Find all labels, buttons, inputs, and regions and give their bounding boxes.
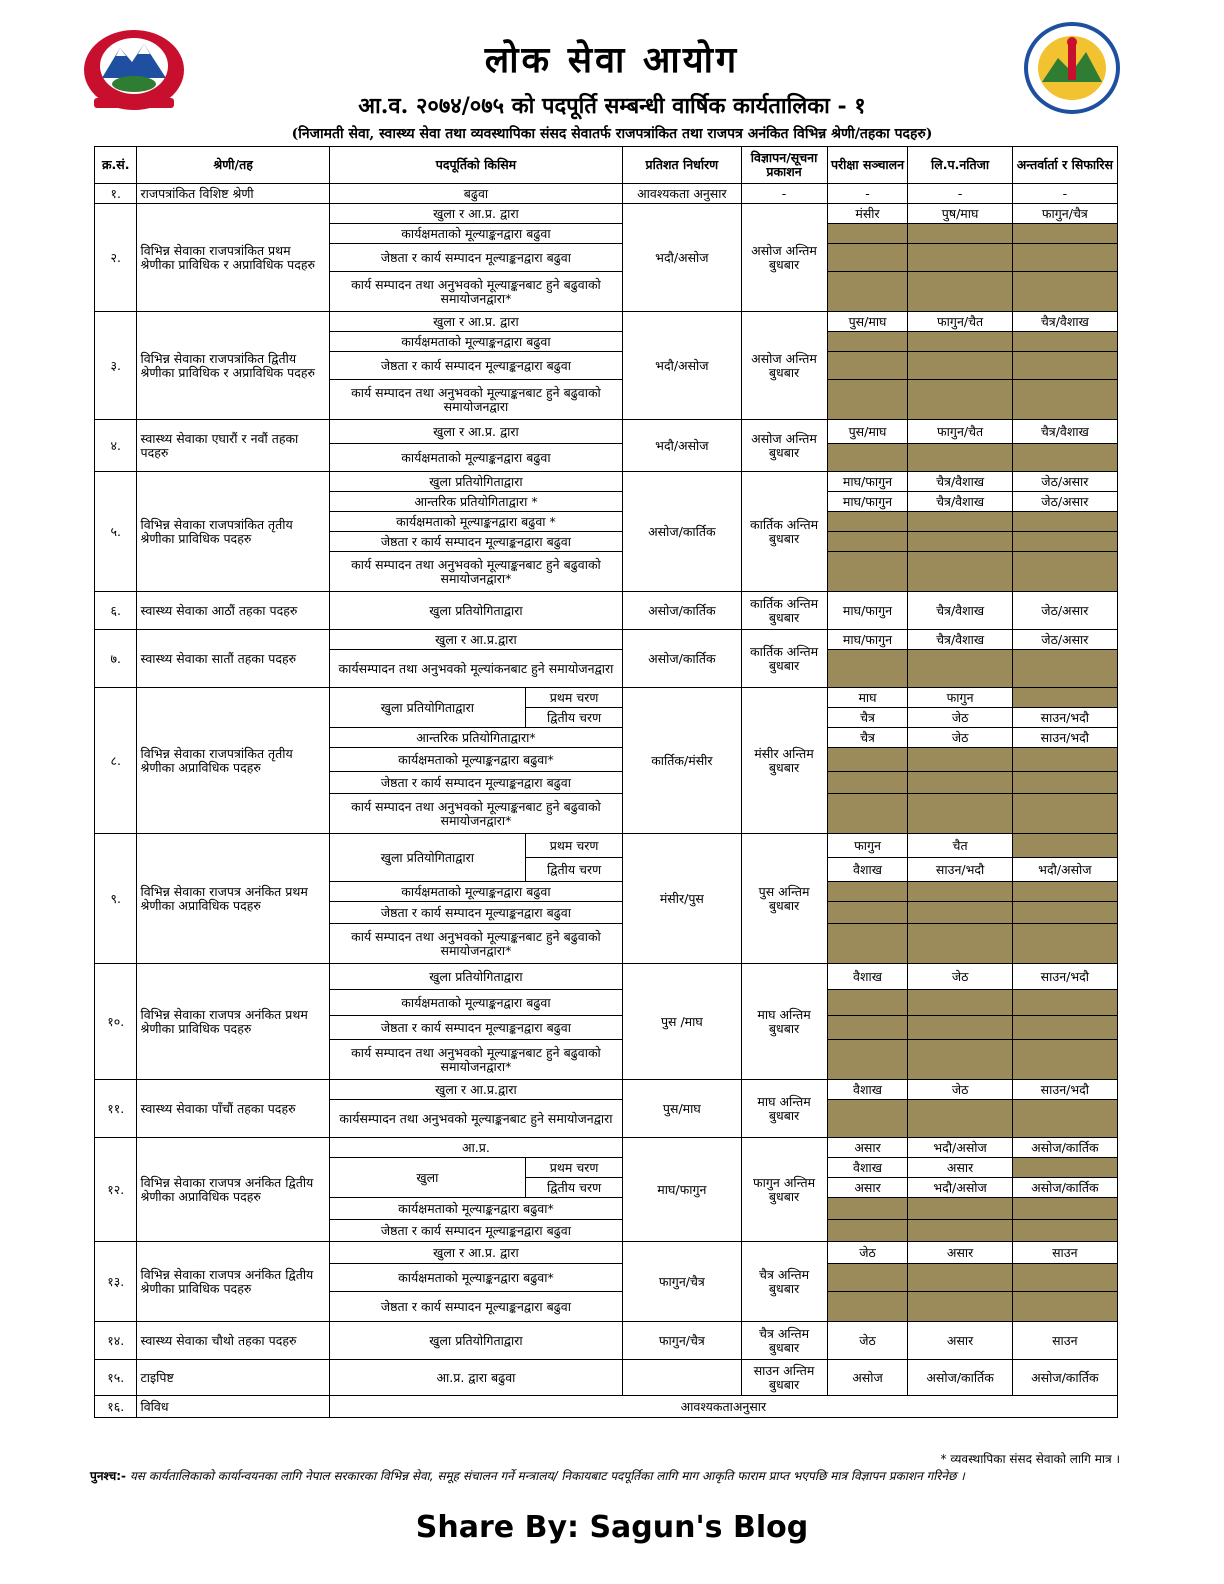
- shaded-cell: [908, 924, 1012, 964]
- result-value: जेठ: [908, 728, 1012, 748]
- row-sn: १२.: [95, 1138, 137, 1242]
- exam-value: माघ/फागुन: [827, 492, 908, 512]
- shaded-cell: [1012, 924, 1117, 964]
- interview-value: साउन/भदौ: [1012, 1080, 1117, 1100]
- recruitment-type: खुला र आ.प्र. द्वारा: [329, 1242, 622, 1264]
- result-value: भदौ/असोज: [908, 1138, 1012, 1158]
- shaded-cell: [827, 512, 908, 532]
- shaded-cell: [827, 272, 908, 312]
- header-exam: परीक्षा सञ्चालन: [827, 147, 908, 184]
- shaded-cell: [1012, 688, 1117, 708]
- interview-value: जेठ/असार: [1012, 492, 1117, 512]
- shaded-cell: [827, 444, 908, 472]
- shaded-cell: [827, 224, 908, 244]
- recruitment-type: जेष्ठता र कार्य सम्पादन मूल्याङ्कनद्वारा बढुवा: [329, 772, 622, 794]
- recruitment-type: कार्यक्षमताको मूल्याङ्कनद्वारा बढुवा*: [329, 748, 622, 772]
- row-percentage: आवश्यकता अनुसार: [623, 184, 741, 204]
- exam-value: फागुन: [827, 834, 908, 858]
- exam-value: वैशाख: [827, 964, 908, 990]
- recruitment-type: खुला र आ.प्र. द्वारा: [329, 204, 622, 224]
- row-sn: १.: [95, 184, 137, 204]
- shaded-cell: [1012, 1016, 1117, 1040]
- recruitment-type: खुला प्रतियोगिताद्वारा: [329, 592, 622, 630]
- shaded-cell: [908, 882, 1012, 902]
- result-value: चैत्र/वैशाख: [908, 592, 1012, 630]
- interview-value: भदौ/असोज: [1012, 858, 1117, 882]
- exam-value: चैत्र: [827, 728, 908, 748]
- interview-value: साउन: [1012, 1322, 1117, 1360]
- table-row: [95, 1360, 1118, 1396]
- row-advertisement: असोज अन्तिम बुधबार: [741, 204, 827, 312]
- exam-value: माघ/फागुन: [827, 592, 908, 630]
- postscript-label: पुनश्च:-: [90, 1469, 126, 1483]
- recruitment-stage: प्रथम चरण: [526, 834, 623, 858]
- table-row: [95, 1322, 1118, 1360]
- row-sn: ११.: [95, 1080, 137, 1138]
- row-category: विभिन्न सेवाका राजपत्रांकित द्वितीय श्रेणीका प्राविधिक र अप्राविधिक पदहरु: [137, 312, 329, 420]
- row-percentage: असोज/कार्तिक: [623, 592, 741, 630]
- shaded-cell: [908, 244, 1012, 272]
- table-row: [95, 1080, 1118, 1100]
- row-advertisement: असोज अन्तिम बुधबार: [741, 312, 827, 420]
- shaded-cell: [908, 1100, 1012, 1138]
- interview-value: जेठ/असार: [1012, 630, 1117, 650]
- shaded-cell: [908, 1292, 1012, 1322]
- recruitment-stage: द्वितीय चरण: [526, 1178, 623, 1198]
- result-value: भदौ/असोज: [908, 1178, 1012, 1198]
- row-percentage: पुस /माघ: [623, 964, 741, 1080]
- result-value: असार: [908, 1158, 1012, 1178]
- header-advertisement: विज्ञापन/सूचना प्रकाशन: [741, 147, 827, 184]
- shaded-cell: [908, 272, 1012, 312]
- recruitment-stage: द्वितीय चरण: [526, 708, 623, 728]
- row-category: विविध: [137, 1396, 329, 1418]
- row-category: राजपत्रांकित विशिष्ट श्रेणी: [137, 184, 329, 204]
- shaded-cell: [827, 352, 908, 380]
- shaded-cell: [908, 532, 1012, 552]
- row-advertisement: माघ अन्तिम बुधबार: [741, 1080, 827, 1138]
- exam-value: असोज: [827, 1360, 908, 1396]
- shaded-cell: [908, 1220, 1012, 1242]
- row-category: विभिन्न सेवाका राजपत्र अनंकित प्रथम श्रेणीका प्राविधिक पदहरु: [137, 964, 329, 1080]
- row-sn: १०.: [95, 964, 137, 1080]
- shaded-cell: [827, 1292, 908, 1322]
- interview-value: असोज/कार्तिक: [1012, 1178, 1117, 1198]
- shaded-cell: [1012, 990, 1117, 1016]
- interview-value: साउन/भदौ: [1012, 728, 1117, 748]
- shaded-cell: [827, 1040, 908, 1080]
- shaded-cell: [1012, 512, 1117, 532]
- shaded-cell: [1012, 834, 1117, 858]
- interview-value: -: [1012, 184, 1117, 204]
- row-percentage: पुस/माघ: [623, 1080, 741, 1138]
- recruitment-type: जेष्ठता र कार्य सम्पादन मूल्याङ्कनद्वारा बढुवा: [329, 902, 622, 924]
- recruitment-type: खुला प्रतियोगिताद्वारा: [329, 834, 525, 882]
- exam-value: मंसीर: [827, 204, 908, 224]
- shaded-cell: [827, 772, 908, 794]
- row-category: विभिन्न सेवाका राजपत्र अनंकित द्वितीय श्रेणीका प्राविधिक पदहरु: [137, 1242, 329, 1322]
- table-row: [95, 834, 1118, 858]
- recruitment-type: खुला र आ.प्र. द्वारा: [329, 420, 622, 444]
- schedule-table: [94, 146, 1118, 1418]
- exam-value: वैशाख: [827, 858, 908, 882]
- row-category: विभिन्न सेवाका राजपत्रांकित तृतीय श्रेणीका अप्राविधिक पदहरु: [137, 688, 329, 834]
- shaded-cell: [1012, 352, 1117, 380]
- row-percentage: भदौ/असोज: [623, 312, 741, 420]
- row-category: स्वास्थ्य सेवाका आठौं तहका पदहरु: [137, 592, 329, 630]
- row-category: स्वास्थ्य सेवाका चौथो तहका पदहरु: [137, 1322, 329, 1360]
- result-value: -: [908, 184, 1012, 204]
- interview-value: फागुन/चैत्र: [1012, 204, 1117, 224]
- table-row: [95, 184, 1118, 204]
- shaded-cell: [1012, 902, 1117, 924]
- row-category: टाइपिष्ट: [137, 1360, 329, 1396]
- recruitment-type: खुला र आ.प्र. द्वारा: [329, 312, 622, 332]
- row-sn: ४.: [95, 420, 137, 472]
- recruitment-type: कार्यक्षमताको मूल्याङ्कनद्वारा बढुवा: [329, 224, 622, 244]
- exam-value: वैशाख: [827, 1158, 908, 1178]
- shaded-cell: [908, 794, 1012, 834]
- exam-value: असार: [827, 1178, 908, 1198]
- interview-value: जेठ/असार: [1012, 592, 1117, 630]
- shaded-cell: [908, 1198, 1012, 1220]
- exam-value: माघ/फागुन: [827, 472, 908, 492]
- exam-value: माघ: [827, 688, 908, 708]
- row-percentage: भदौ/असोज: [623, 204, 741, 312]
- shaded-cell: [1012, 748, 1117, 772]
- recruitment-type: जेष्ठता र कार्य सम्पादन मूल्याङ्कनद्वारा बढुवा: [329, 244, 622, 272]
- table-row: [95, 1396, 1118, 1418]
- interview-value: चैत्र/वैशाख: [1012, 420, 1117, 444]
- table-row: [95, 688, 1118, 708]
- row-sn: ९.: [95, 834, 137, 964]
- row-sn: ७.: [95, 630, 137, 688]
- recruitment-type: कार्य सम्पादन तथा अनुभवको मूल्याङ्कनबाट हुने बढुवाको समायोजनद्वारा*: [329, 272, 622, 312]
- interview-value: असोज/कार्तिक: [1012, 1138, 1117, 1158]
- interview-value: चैत्र/वैशाख: [1012, 312, 1117, 332]
- share-credit: Share By: Sagun's Blog: [415, 1510, 809, 1545]
- result-value: असार: [908, 1242, 1012, 1264]
- shaded-cell: [1012, 272, 1117, 312]
- table-row: [95, 964, 1118, 990]
- shaded-cell: [908, 224, 1012, 244]
- header-sn: क्र.सं.: [95, 147, 137, 184]
- postscript-text: यस कार्यतालिकाको कार्यान्वयनका लागि नेपाल सरकारका विभिन्न सेवा, समूह संचालन गर्ने मन्त्रालय/ निकायबाट पदपूर्तिका लागि माग आकृति फाराम प्राप्त भएपछि मात्र विज्ञापन प्रकाशन गरिनेछ ।: [129, 1469, 965, 1483]
- interview-value: साउन: [1012, 1242, 1117, 1264]
- shaded-cell: [1012, 244, 1117, 272]
- row-percentage: असोज/कार्तिक: [623, 472, 741, 592]
- shaded-cell: [908, 650, 1012, 688]
- recruitment-type: कार्यक्षमताको मूल्याङ्कनद्वारा बढुवा: [329, 882, 622, 902]
- exam-value: जेठ: [827, 1242, 908, 1264]
- shaded-cell: [1012, 794, 1117, 834]
- shaded-cell: [1012, 1264, 1117, 1292]
- interview-value: साउन/भदौ: [1012, 708, 1117, 728]
- page-subtitle: आ.व. २०७४/०७५ को पदपूर्ति सम्बन्धी वार्षिक कार्यतालिका - १: [358, 93, 866, 119]
- recruitment-type: कार्यक्षमताको मूल्याङ्कनद्वारा बढुवा: [329, 444, 622, 472]
- row-percentage: [623, 1360, 741, 1396]
- recruitment-type: कार्य सम्पादन तथा अनुभवको मूल्याङ्कनबाट हुने बढुवाको समायोजनद्वारा*: [329, 924, 622, 964]
- recruitment-type: खुला र आ.प्र.द्वारा: [329, 630, 622, 650]
- row-category: विभिन्न सेवाका राजपत्रांकित प्रथम श्रेणीका प्राविधिक र अप्राविधिक पदहरु: [137, 204, 329, 312]
- row-category: स्वास्थ्य सेवाका पाँचौं तहका पदहरु: [137, 1080, 329, 1138]
- recruitment-stage: प्रथम चरण: [526, 1158, 623, 1178]
- row-advertisement: चैत्र अन्तिम बुधबार: [741, 1242, 827, 1322]
- recruitment-type: आ.प्र.: [329, 1138, 622, 1158]
- shaded-cell: [908, 512, 1012, 532]
- shaded-cell: [827, 244, 908, 272]
- shaded-cell: [908, 332, 1012, 352]
- table-row: [95, 204, 1118, 224]
- shaded-cell: [827, 902, 908, 924]
- recruitment-type: कार्यक्षमताको मूल्याङ्कनद्वारा बढुवा: [329, 990, 622, 1016]
- row-advertisement: मंसीर अन्तिम बुधबार: [741, 688, 827, 834]
- row-advertisement: चैत्र अन्तिम बुधबार: [741, 1322, 827, 1360]
- row-percentage: माघ/फागुन: [623, 1138, 741, 1242]
- recruitment-type: कार्य सम्पादन तथा अनुभवको मूल्याङ्कनबाट हुने बढुवाको समायोजनद्वारा*: [329, 794, 622, 834]
- recruitment-type: कार्य सम्पादन तथा अनुभवको मूल्याङ्कनबाट हुने बढुवाको समायोजनद्वारा*: [329, 552, 622, 592]
- header-percentage: प्रतिशत निर्धारण: [623, 147, 741, 184]
- result-value: फागुन: [908, 688, 1012, 708]
- recruitment-type: कार्यक्षमताको मूल्याङ्कनद्वारा बढुवा: [329, 332, 622, 352]
- row-advertisement: -: [741, 184, 827, 204]
- shaded-cell: [908, 1040, 1012, 1080]
- shaded-cell: [1012, 1040, 1117, 1080]
- result-value: असार: [908, 1322, 1012, 1360]
- shaded-cell: [1012, 1158, 1117, 1178]
- shaded-cell: [1012, 224, 1117, 244]
- recruitment-type: खुला र आ.प्र.द्वारा: [329, 1080, 622, 1100]
- table-row: [95, 472, 1118, 492]
- shaded-cell: [1012, 882, 1117, 902]
- shaded-cell: [908, 444, 1012, 472]
- result-value: साउन/भदौ: [908, 858, 1012, 882]
- shaded-cell: [908, 990, 1012, 1016]
- shaded-cell: [1012, 532, 1117, 552]
- row-sn: १५.: [95, 1360, 137, 1396]
- table-row: [95, 312, 1118, 332]
- row-advertisement: फागुन अन्तिम बुधबार: [741, 1138, 827, 1242]
- shaded-cell: [827, 650, 908, 688]
- shaded-cell: [827, 794, 908, 834]
- shaded-cell: [1012, 1198, 1117, 1220]
- table-row: [95, 630, 1118, 650]
- psc-logo: [1022, 22, 1122, 114]
- row-sn: २.: [95, 204, 137, 312]
- shaded-cell: [827, 1016, 908, 1040]
- result-value: चैत्र/वैशाख: [908, 630, 1012, 650]
- row-sn: १३.: [95, 1242, 137, 1322]
- shaded-cell: [1012, 380, 1117, 420]
- recruitment-type: आ.प्र. द्वारा बढुवा: [329, 1360, 622, 1396]
- recruitment-type: जेष्ठता र कार्य सम्पादन मूल्याङ्कनद्वारा बढुवा: [329, 532, 622, 552]
- shaded-cell: [908, 748, 1012, 772]
- shaded-cell: [827, 532, 908, 552]
- shaded-cell: [908, 902, 1012, 924]
- header-written-result: लि.प.नतिजा: [908, 147, 1012, 184]
- shaded-cell: [827, 380, 908, 420]
- recruitment-type: खुला प्रतियोगिताद्वारा: [329, 964, 622, 990]
- shaded-cell: [908, 1264, 1012, 1292]
- row-category: विभिन्न सेवाका राजपत्र अनंकित द्वितीय श्रेणीका अप्राविधिक पदहरु: [137, 1138, 329, 1242]
- shaded-cell: [827, 990, 908, 1016]
- shaded-cell: [827, 1198, 908, 1220]
- recruitment-stage: द्वितीय चरण: [526, 858, 623, 882]
- shaded-cell: [1012, 772, 1117, 794]
- exam-value: पुस/माघ: [827, 420, 908, 444]
- page-title: लोक सेवा आयोग: [484, 39, 740, 81]
- shaded-cell: [827, 1220, 908, 1242]
- recruitment-type: आन्तरिक प्रतियोगिताद्वारा *: [329, 492, 622, 512]
- shaded-cell: [827, 332, 908, 352]
- row-category: स्वास्थ्य सेवाका एघारौं र नवौं तहका पदहरु: [137, 420, 329, 472]
- exam-value: -: [827, 184, 908, 204]
- result-value: चैत्र/वैशाख: [908, 472, 1012, 492]
- row-percentage: कार्तिक/मंसीर: [623, 688, 741, 834]
- row-percentage: फागुन/चैत्र: [623, 1242, 741, 1322]
- result-value: असोज/कार्तिक: [908, 1360, 1012, 1396]
- recruitment-type: कार्यक्षमताको मूल्याङ्कनद्वारा बढुवा*: [329, 1264, 622, 1292]
- shaded-cell: [908, 552, 1012, 592]
- result-value: चैत्र/वैशाख: [908, 492, 1012, 512]
- header-recruitment-type: पदपूर्तिको किसिम: [329, 147, 622, 184]
- recruitment-type: कार्यसम्पादन तथा अनुभवको मूल्यांकनबाट हुने समायोजनद्वारा: [329, 650, 622, 688]
- recruitment-type: खुला प्रतियोगिताद्वारा: [329, 472, 622, 492]
- shaded-cell: [1012, 332, 1117, 352]
- result-value: पुष/माघ: [908, 204, 1012, 224]
- page-description: (निजामती सेवा, स्वास्थ्य सेवा तथा व्यवस्थापिका संसद सेवातर्फ राजपत्रांकित तथा राजपत्र अनंकित विभिन्न श्रेणी/तहका पदहरु): [291, 126, 933, 142]
- recruitment-type: कार्यक्षमताको मूल्याङ्कनद्वारा बढुवा *: [329, 512, 622, 532]
- row-sn: १६.: [95, 1396, 137, 1418]
- shaded-cell: [1012, 1100, 1117, 1138]
- result-value: चैत: [908, 834, 1012, 858]
- exam-value: असार: [827, 1138, 908, 1158]
- row-category: विभिन्न सेवाका राजपत्रांकित तृतीय श्रेणीका प्राविधिक पदहरु: [137, 472, 329, 592]
- row-advertisement: कार्तिक अन्तिम बुधबार: [741, 630, 827, 688]
- recruitment-type: कार्यसम्पादन तथा अनुभवको मूल्याङ्कनबाट हुने समायोजनद्वारा: [329, 1100, 622, 1138]
- recruitment-type: कार्य सम्पादन तथा अनुभवको मूल्याङ्कनबाट हुने बढुवाको समायोजनद्वारा: [329, 380, 622, 420]
- table-row: [95, 592, 1118, 630]
- row-percentage: फागुन/चैत्र: [623, 1322, 741, 1360]
- row-merged-value: आवश्यकताअनुसार: [329, 1396, 1117, 1418]
- row-sn: ३.: [95, 312, 137, 420]
- row-category: स्वास्थ्य सेवाका सातौं तहका पदहरु: [137, 630, 329, 688]
- exam-value: पुस/माघ: [827, 312, 908, 332]
- shaded-cell: [1012, 1220, 1117, 1242]
- recruitment-type: कार्य सम्पादन तथा अनुभवको मूल्याङ्कनबाट हुने बढुवाको समायोजनद्वारा*: [329, 1040, 622, 1080]
- recruitment-type: जेष्ठता र कार्य सम्पादन मूल्याङ्कनद्वारा बढुवा: [329, 352, 622, 380]
- shaded-cell: [1012, 1292, 1117, 1322]
- result-value: जेठ: [908, 1080, 1012, 1100]
- table-row: [95, 1242, 1118, 1264]
- shaded-cell: [827, 748, 908, 772]
- row-advertisement: साउन अन्तिम बुधबार: [741, 1360, 827, 1396]
- header-category: श्रेणी/तह: [137, 147, 329, 184]
- postscript: [90, 1468, 1138, 1485]
- shaded-cell: [1012, 552, 1117, 592]
- recruitment-type: बढुवा: [329, 184, 622, 204]
- exam-value: वैशाख: [827, 1080, 908, 1100]
- row-advertisement: कार्तिक अन्तिम बुधबार: [741, 472, 827, 592]
- shaded-cell: [908, 380, 1012, 420]
- table-row: [95, 1138, 1118, 1158]
- interview-value: असोज/कार्तिक: [1012, 1360, 1117, 1396]
- shaded-cell: [908, 772, 1012, 794]
- shaded-cell: [827, 882, 908, 902]
- recruitment-type: खुला प्रतियोगिताद्वारा: [329, 1322, 622, 1360]
- exam-value: चैत्र: [827, 708, 908, 728]
- recruitment-type: आन्तरिक प्रतियोगिताद्वारा*: [329, 728, 622, 748]
- result-value: जेठ: [908, 964, 1012, 990]
- row-category: विभिन्न सेवाका राजपत्र अनंकित प्रथम श्रेणीका अप्राविधिक पदहरु: [137, 834, 329, 964]
- footnote: * व्यवस्थापिका संसद सेवाको लागि मात्र ।: [940, 1452, 1120, 1466]
- shaded-cell: [827, 1100, 908, 1138]
- recruitment-type: जेष्ठता र कार्य सम्पादन मूल्याङ्कनद्वारा बढुवा: [329, 1016, 622, 1040]
- table-row: [95, 420, 1118, 444]
- result-value: जेठ: [908, 708, 1012, 728]
- row-sn: ५.: [95, 472, 137, 592]
- interview-value: साउन/भदौ: [1012, 964, 1117, 990]
- row-sn: १४.: [95, 1322, 137, 1360]
- shaded-cell: [827, 924, 908, 964]
- shaded-cell: [1012, 650, 1117, 688]
- shaded-cell: [1012, 444, 1117, 472]
- row-advertisement: माघ अन्तिम बुधबार: [741, 964, 827, 1080]
- interview-value: जेठ/असार: [1012, 472, 1117, 492]
- exam-value: माघ/फागुन: [827, 630, 908, 650]
- shaded-cell: [908, 352, 1012, 380]
- shaded-cell: [827, 552, 908, 592]
- row-advertisement: कार्तिक अन्तिम बुधबार: [741, 592, 827, 630]
- result-value: फागुन/चैत: [908, 312, 1012, 332]
- recruitment-type: जेष्ठता र कार्य सम्पादन मूल्याङ्कनद्वारा बढुवा: [329, 1292, 622, 1322]
- shaded-cell: [827, 1264, 908, 1292]
- exam-value: जेठ: [827, 1322, 908, 1360]
- row-sn: ८.: [95, 688, 137, 834]
- recruitment-type: जेष्ठता र कार्य सम्पादन मूल्याङ्कनद्वारा बढुवा: [329, 1220, 622, 1242]
- row-percentage: असोज/कार्तिक: [623, 630, 741, 688]
- recruitment-stage: प्रथम चरण: [526, 688, 623, 708]
- row-advertisement: असोज अन्तिम बुधबार: [741, 420, 827, 472]
- row-advertisement: पुस अन्तिम बुधबार: [741, 834, 827, 964]
- result-value: फागुन/चैत: [908, 420, 1012, 444]
- recruitment-type: खुला प्रतियोगिताद्वारा: [329, 688, 525, 728]
- row-percentage: भदौ/असोज: [623, 420, 741, 472]
- header-interview: अन्तर्वार्ता र सिफारिस: [1012, 147, 1117, 184]
- recruitment-type: कार्यक्षमताको मूल्याङ्कनद्वारा बढुवा*: [329, 1198, 622, 1220]
- recruitment-type: खुला: [329, 1158, 525, 1198]
- shaded-cell: [908, 1016, 1012, 1040]
- row-percentage: मंसीर/पुस: [623, 834, 741, 964]
- row-sn: ६.: [95, 592, 137, 630]
